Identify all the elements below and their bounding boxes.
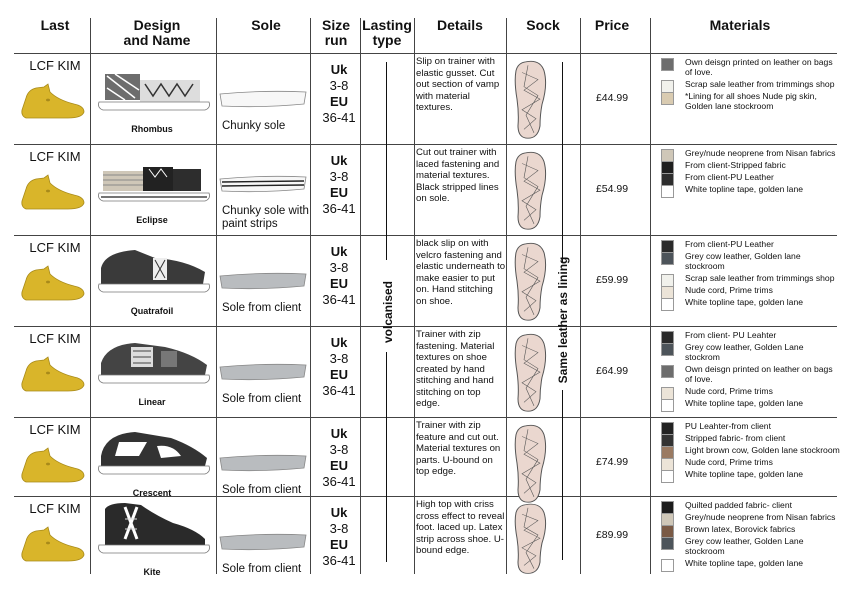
material-text: Light brown cow, Golden lane stockroom — [685, 445, 840, 455]
size-eu-range: 36-41 — [322, 474, 356, 489]
sock-image — [514, 151, 548, 231]
materials-list — [660, 330, 840, 410]
last-label: LCF KIM — [29, 501, 81, 516]
price: £59.99 — [595, 274, 629, 286]
material-swatch — [661, 185, 674, 198]
size-eu-range: 36-41 — [322, 110, 356, 125]
header-sole: Sole — [251, 17, 281, 33]
sock-note-label: Same leather as lining — [556, 256, 570, 384]
sole-image — [218, 452, 308, 483]
material-text: Grey/nude neoprene from Nisan fabrics — [685, 148, 836, 158]
size-eu-range: 36-41 — [322, 292, 356, 307]
material-text: Own deisgn printed on leather on bags of love. — [685, 364, 833, 384]
grid-line — [580, 18, 581, 574]
material-item — [660, 457, 840, 467]
header-lasting-line1: Lasting — [362, 17, 412, 33]
materials-list — [660, 500, 840, 570]
lasting-line-top — [386, 62, 387, 260]
material-item — [660, 386, 840, 396]
sole-image — [218, 531, 308, 562]
material-text: *Lining for all shoes Nude pig skin, Golden lane stockroom — [685, 91, 817, 111]
sock-line-bottom — [562, 390, 563, 560]
header-sock: Sock — [526, 17, 560, 33]
materials-list — [660, 239, 840, 309]
details-text: Slip on trainer with elastic gusset. Cut out section of vamp with material textures. — [416, 56, 500, 113]
shoe-last-image — [18, 173, 88, 213]
material-item — [660, 364, 840, 384]
sock-image — [514, 60, 548, 140]
material-text: White topline tape, golden lane — [685, 558, 804, 568]
shoe-last-image — [18, 525, 88, 565]
grid-line — [360, 18, 361, 574]
material-item — [660, 239, 840, 249]
lasting-type-label: volcanised — [381, 280, 395, 344]
last-label: LCF KIM — [29, 240, 81, 255]
header-size — [312, 18, 360, 48]
material-item — [660, 285, 840, 295]
size-eu-label: EU — [329, 185, 349, 200]
sole-description: Chunky sole — [222, 120, 286, 132]
details-text: Trainer with zip feature and cut out. Material textures on parts. U-bound on top edge. — [416, 420, 501, 477]
material-item — [660, 184, 840, 194]
header-design — [92, 18, 222, 48]
material-item — [660, 57, 840, 77]
material-text: Brown latex, Borovick fabrics — [685, 524, 796, 534]
material-swatch — [661, 470, 674, 483]
size-eu-label: EU — [329, 367, 349, 382]
price: £44.99 — [595, 92, 629, 104]
material-swatch — [661, 92, 674, 105]
material-text: From client-PU Leather — [685, 172, 774, 182]
material-text: PU Leahter-from client — [685, 421, 771, 431]
material-item — [660, 398, 840, 408]
shoe-design-image — [95, 420, 215, 481]
size-eu-range: 36-41 — [322, 553, 356, 568]
grid-line — [216, 18, 217, 574]
material-item — [660, 536, 840, 556]
material-text: Grey cow leather, Golden Lane stockroom — [685, 536, 804, 556]
details-text: Cut out trainer with laced fastening and material textures. Black stripped lines on sole. — [416, 147, 500, 204]
last-label: LCF KIM — [29, 58, 81, 73]
size-uk-range: 3-8 — [329, 351, 349, 366]
material-swatch — [661, 559, 674, 572]
design-name: Rhombus — [131, 124, 173, 134]
material-item — [660, 445, 840, 455]
size-run — [318, 335, 360, 399]
material-item — [660, 512, 840, 522]
size-uk-label: Uk — [330, 426, 348, 441]
size-uk-label: Uk — [330, 505, 348, 520]
material-text: Grey cow leather, Golden lane stockroom — [685, 251, 801, 271]
material-item — [660, 558, 840, 568]
shoe-design-image — [95, 499, 215, 560]
sole-image — [218, 270, 308, 301]
price: £89.99 — [595, 529, 629, 541]
design-name: Linear — [138, 397, 166, 407]
size-run — [318, 62, 360, 126]
size-run — [318, 153, 360, 217]
grid-line — [14, 417, 837, 418]
sock-line-top — [562, 62, 563, 262]
material-text: White topline tape, golden lane — [685, 297, 804, 307]
material-text: Nude cord, Prime trims — [685, 386, 773, 396]
size-uk-range: 3-8 — [329, 169, 349, 184]
design-name: Quatrafoil — [130, 306, 174, 316]
size-uk-label: Uk — [330, 335, 348, 350]
grid-line — [90, 18, 91, 574]
material-swatch — [661, 343, 674, 356]
material-text: Stripped fabric- from client — [685, 433, 786, 443]
last-label: LCF KIM — [29, 149, 81, 164]
grid-line — [14, 326, 837, 327]
price: £54.99 — [595, 183, 629, 195]
size-uk-range: 3-8 — [329, 260, 349, 275]
material-item — [660, 524, 840, 534]
design-name: Kite — [143, 567, 161, 577]
shoe-last-image — [18, 355, 88, 395]
header-design-line2: and Name — [123, 32, 191, 48]
material-item — [660, 469, 840, 479]
size-run — [318, 505, 360, 569]
lasting-line-bottom — [386, 352, 387, 562]
shoe-last-image — [18, 446, 88, 486]
price: £74.99 — [595, 456, 629, 468]
header-last: Last — [40, 17, 70, 33]
materials-list — [660, 57, 840, 113]
header-details: Details — [437, 17, 483, 33]
size-run — [318, 244, 360, 308]
sock-image — [514, 242, 548, 322]
material-item — [660, 91, 840, 111]
material-text: Scrap sale leather from trimmings shop — [685, 273, 835, 283]
size-uk-range: 3-8 — [329, 442, 349, 457]
design-name: Crescent — [132, 488, 172, 498]
size-eu-label: EU — [329, 537, 349, 552]
material-item — [660, 148, 840, 158]
grid-line — [14, 235, 837, 236]
shoe-design-image — [95, 329, 215, 390]
size-run — [318, 426, 360, 490]
material-text: From client-PU Leather — [685, 239, 774, 249]
grid-line — [14, 53, 837, 54]
material-swatch — [661, 537, 674, 550]
shoe-design-image — [95, 56, 215, 117]
shoe-design-image — [95, 147, 215, 208]
grid-line — [414, 18, 415, 574]
header-size-line1: Size — [321, 17, 350, 33]
size-uk-label: Uk — [330, 62, 348, 77]
material-text: White topline tape, golden lane — [685, 469, 804, 479]
size-eu-label: EU — [329, 94, 349, 109]
material-item — [660, 500, 840, 510]
header-lasting — [360, 18, 414, 48]
material-text: Scrap sale leather from trimmings shop — [685, 79, 835, 89]
header-lasting-line2: type — [372, 32, 402, 48]
material-text: Grey cow leather, Golden Lane stockrom — [685, 342, 804, 362]
sock-image — [514, 333, 548, 413]
header-materials: Materials — [709, 17, 771, 33]
sole-description: Sole from client — [222, 302, 302, 314]
size-uk-range: 3-8 — [329, 521, 349, 536]
material-swatch — [661, 58, 674, 71]
material-text: White topline tape, golden lane — [685, 184, 804, 194]
material-item — [660, 433, 840, 443]
shoe-last-image — [18, 264, 88, 304]
shoe-last-image — [18, 82, 88, 122]
sole-image — [218, 88, 308, 119]
material-text: Nude cord, Prime trims — [685, 457, 773, 467]
material-text: Nude cord, Prime trims — [685, 285, 773, 295]
size-eu-label: EU — [329, 276, 349, 291]
size-uk-range: 3-8 — [329, 78, 349, 93]
sole-description: Sole from client — [222, 393, 302, 405]
grid-line — [506, 18, 507, 574]
grid-line — [14, 144, 837, 145]
material-text: Quilted padded fabric- client — [685, 500, 793, 510]
sole-description: Chunky sole with paint strips — [222, 205, 309, 230]
sole-image — [218, 173, 308, 204]
details-text: High top with criss cross effect to reveal foot. laced up. Latex strip across shoe. U-bound edge. — [416, 499, 505, 556]
material-text: Own deisgn printed on leather on bags of love. — [685, 57, 833, 77]
sole-description: Sole from client — [222, 563, 302, 575]
material-text: From client-Stripped fabric — [685, 160, 786, 170]
sole-description: Sole from client — [222, 484, 302, 496]
material-swatch — [661, 298, 674, 311]
details-text: black slip on with velcro fastening and elastic underneath to make easier to put on. Hand stitching on shoe. — [416, 238, 506, 307]
header-design-line1: Design — [133, 17, 181, 33]
size-eu-range: 36-41 — [322, 201, 356, 216]
material-item — [660, 251, 840, 271]
material-item — [660, 330, 840, 340]
material-text: Grey/nude neoprene from Nisan fabrics — [685, 512, 836, 522]
material-swatch — [661, 399, 674, 412]
sock-image — [514, 424, 548, 504]
material-item — [660, 160, 840, 170]
material-item — [660, 297, 840, 307]
header-size-line2: run — [324, 32, 348, 48]
material-text: White topline tape, golden lane — [685, 398, 804, 408]
size-eu-range: 36-41 — [322, 383, 356, 398]
materials-list — [660, 421, 840, 481]
header-price: Price — [594, 17, 630, 33]
material-swatch — [661, 365, 674, 378]
last-label: LCF KIM — [29, 422, 81, 437]
size-uk-label: Uk — [330, 244, 348, 259]
material-item — [660, 342, 840, 362]
material-text: From client- PU Leahter — [685, 330, 777, 340]
size-eu-label: EU — [329, 458, 349, 473]
materials-list — [660, 148, 840, 196]
material-item — [660, 273, 840, 283]
material-item — [660, 421, 840, 431]
design-name: Eclipse — [136, 215, 168, 225]
grid-line — [650, 18, 651, 574]
size-uk-label: Uk — [330, 153, 348, 168]
last-label: LCF KIM — [29, 331, 81, 346]
material-item — [660, 79, 840, 89]
sole-image — [218, 361, 308, 392]
material-swatch — [661, 252, 674, 265]
sock-image — [514, 503, 548, 575]
details-text: Trainer with zip fastening. Material textures on shoe created by hand stitching and hand stitching on top edge. — [416, 329, 495, 409]
material-item — [660, 172, 840, 182]
price: £64.99 — [595, 365, 629, 377]
shoe-design-image — [95, 238, 215, 299]
